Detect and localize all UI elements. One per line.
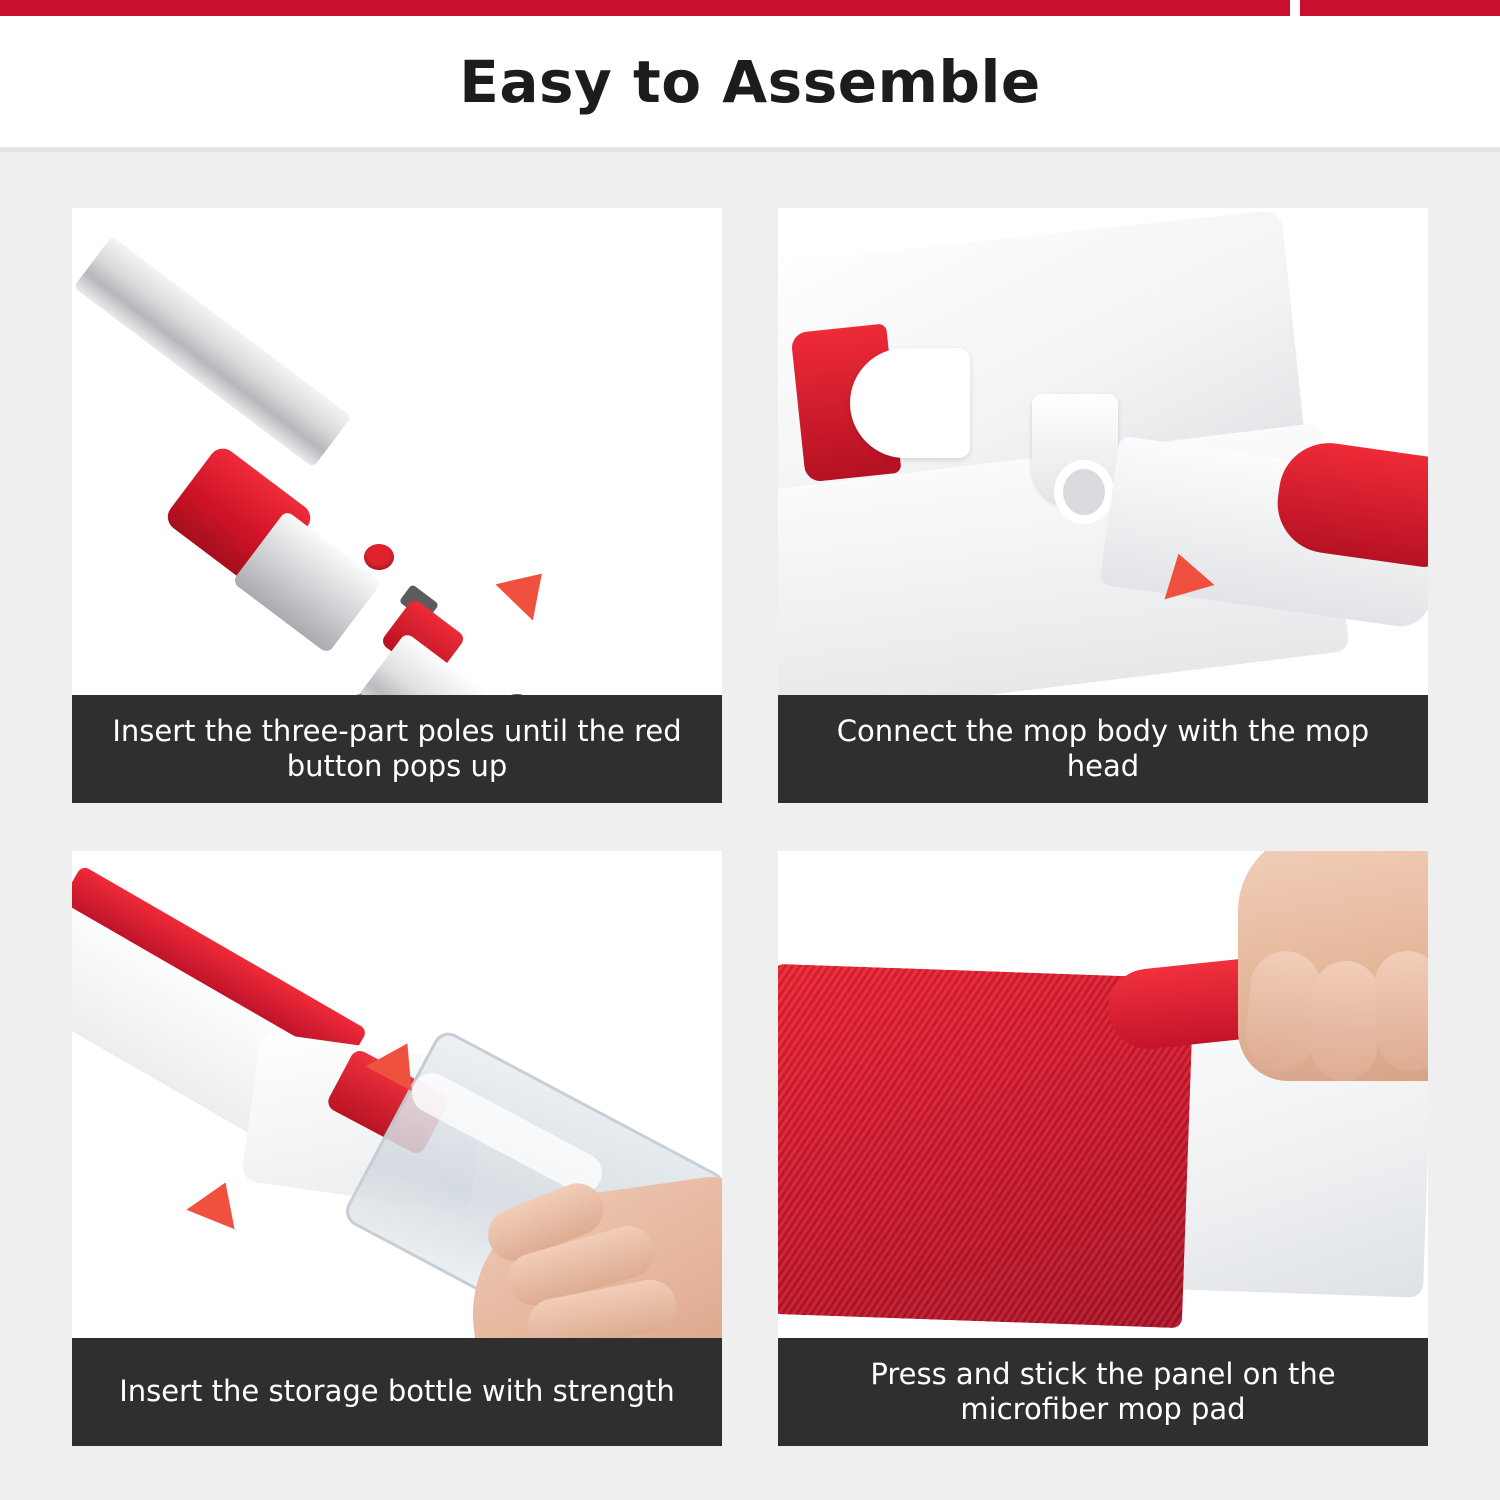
top-accent-bar-right [1300, 0, 1500, 16]
step-card-2 [778, 208, 1428, 803]
step-3-caption [72, 1338, 722, 1446]
step-2-caption-text: Connect the mop body with the mop head [836, 713, 1370, 783]
finger [1373, 949, 1428, 1072]
pole-upper-section [73, 236, 351, 468]
finger [1310, 960, 1380, 1082]
hand [1238, 851, 1428, 1081]
step-2-caption [778, 695, 1428, 803]
connector-ring [1054, 460, 1114, 524]
step-4-caption-text: Press and stick the panel on the microfiber mop pad [870, 1356, 1336, 1426]
step-3-caption-text: Insert the storage bottle with strength [119, 1374, 675, 1409]
page-title: Easy to Assemble [459, 47, 1041, 116]
step-card-3 [72, 851, 722, 1446]
top-accent-bar-main [0, 0, 1290, 16]
step-1-caption [72, 695, 722, 803]
arrow-icon [495, 556, 560, 621]
top-accent-bar [0, 0, 1500, 16]
arrow-icon [186, 1173, 249, 1230]
white-clip [850, 348, 970, 458]
red-button-icon [364, 544, 394, 570]
step-1-caption-text: Insert the three-part poles until the red button pops up [112, 713, 682, 783]
page-header [0, 16, 1500, 147]
step-card-1 [72, 208, 722, 803]
steps-grid [0, 152, 1500, 1500]
step-card-4 [778, 851, 1428, 1446]
step-4-caption [778, 1338, 1428, 1446]
